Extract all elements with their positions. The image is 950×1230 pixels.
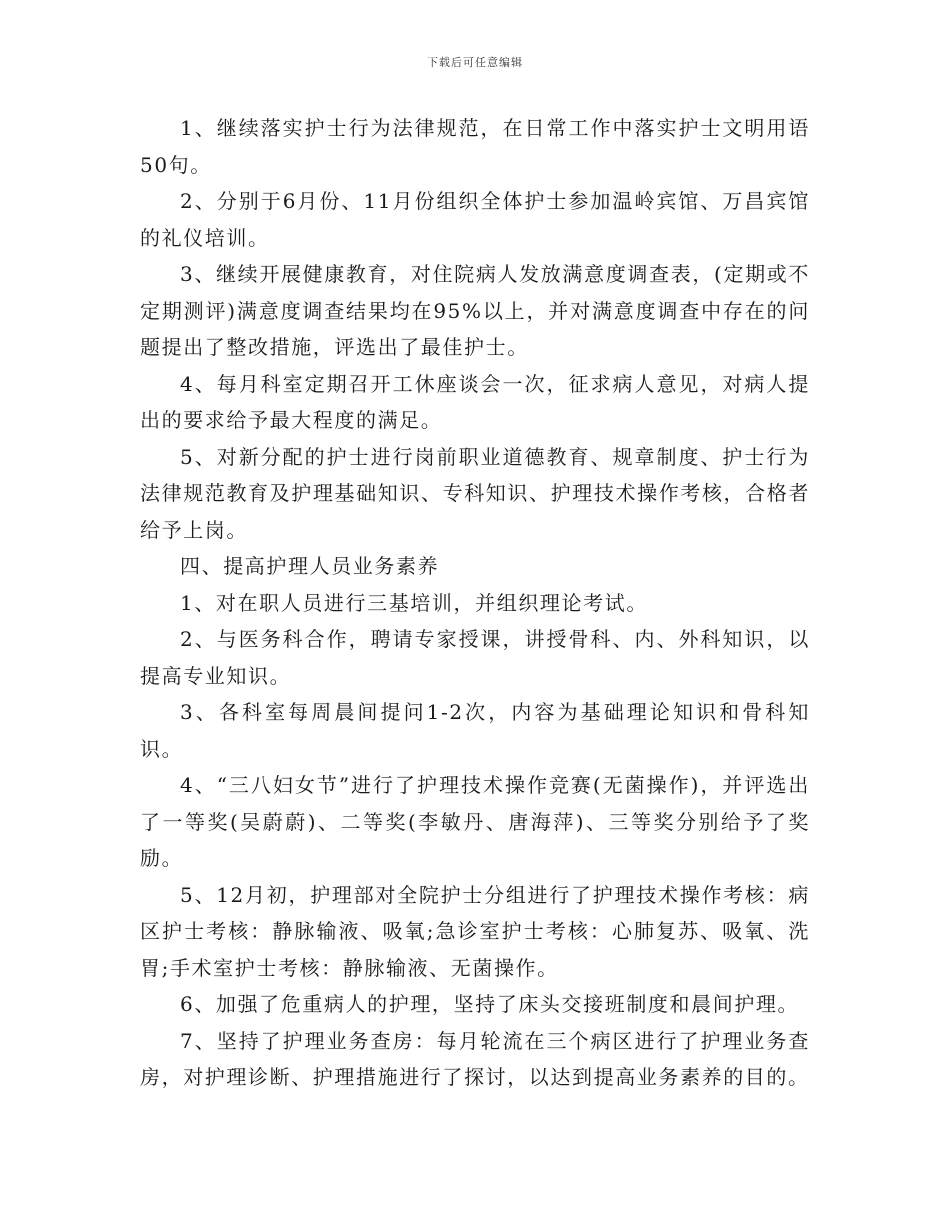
document-body [140, 110, 810, 1096]
page-header: 下载后可任意编辑 [427, 56, 523, 69]
paragraph-5: 5、对新分配的护士进行岗前职业道德教育、规章制度、护士行为法律规范教育及护理基础知识、专科知识、护理技术操作考核，合格者给予上岗。 [140, 444, 810, 542]
paragraph-1: 1、继续落实护士行为法律规范，在日常工作中落实护士文明用语50句。 [140, 116, 810, 177]
paragraph-9: 3、各科室每周晨间提问1-2次，内容为基础理论知识和骨科知识。 [140, 700, 810, 761]
paragraph-2: 2、分别于6月份、11月份组织全体护士参加温岭宾馆、万昌宾馆的礼仪培训。 [140, 189, 810, 250]
section-heading: 四、提高护理人员业务素养 [180, 554, 440, 578]
paragraph-4: 4、每月科室定期召开工休座谈会一次，征求病人意见，对病人提出的要求给予最大程度的满足。 [140, 371, 810, 432]
paragraph-11: 5、12月初，护理部对全院护士分组进行了护理技术操作考核：病区护士考核：静脉输液、吸氧;急诊室护士考核：心肺复苏、吸氧、洗胃;手术室护士考核：静脉输液、无菌操作。 [140, 882, 810, 980]
paragraph-8: 2、与医务科合作，聘请专家授课，讲授骨科、内、外科知识，以提高专业知识。 [140, 627, 810, 688]
paragraph-7: 1、对在职人员进行三基培训，并组织理论考试。 [180, 590, 648, 615]
paragraph-12: 6、加强了危重病人的护理，坚持了床头交接班制度和晨间护理。 [180, 992, 800, 1016]
paragraph-13: 7、坚持了护理业务查房：每月轮流在三个病区进行了护理业务查房，对护理诊断、护理措施进行了探讨，以达到提高业务素养的目的。 [140, 1028, 810, 1089]
paragraph-10: 4、“三八妇女节”进行了护理技术操作竞赛(无菌操作)，并评选出了一等奖(吴蔚蔚)、二等奖(李敏丹、唐海萍)、三等奖分别给予了奖励。 [140, 773, 810, 870]
paragraph-3: 3、继续开展健康教育，对住院病人发放满意度调查表，(定期或不定期测评)满意度调查结果均在95%以上，并对满意度调查中存在的问题提出了整改措施，评选出了最佳护士。 [140, 262, 810, 359]
